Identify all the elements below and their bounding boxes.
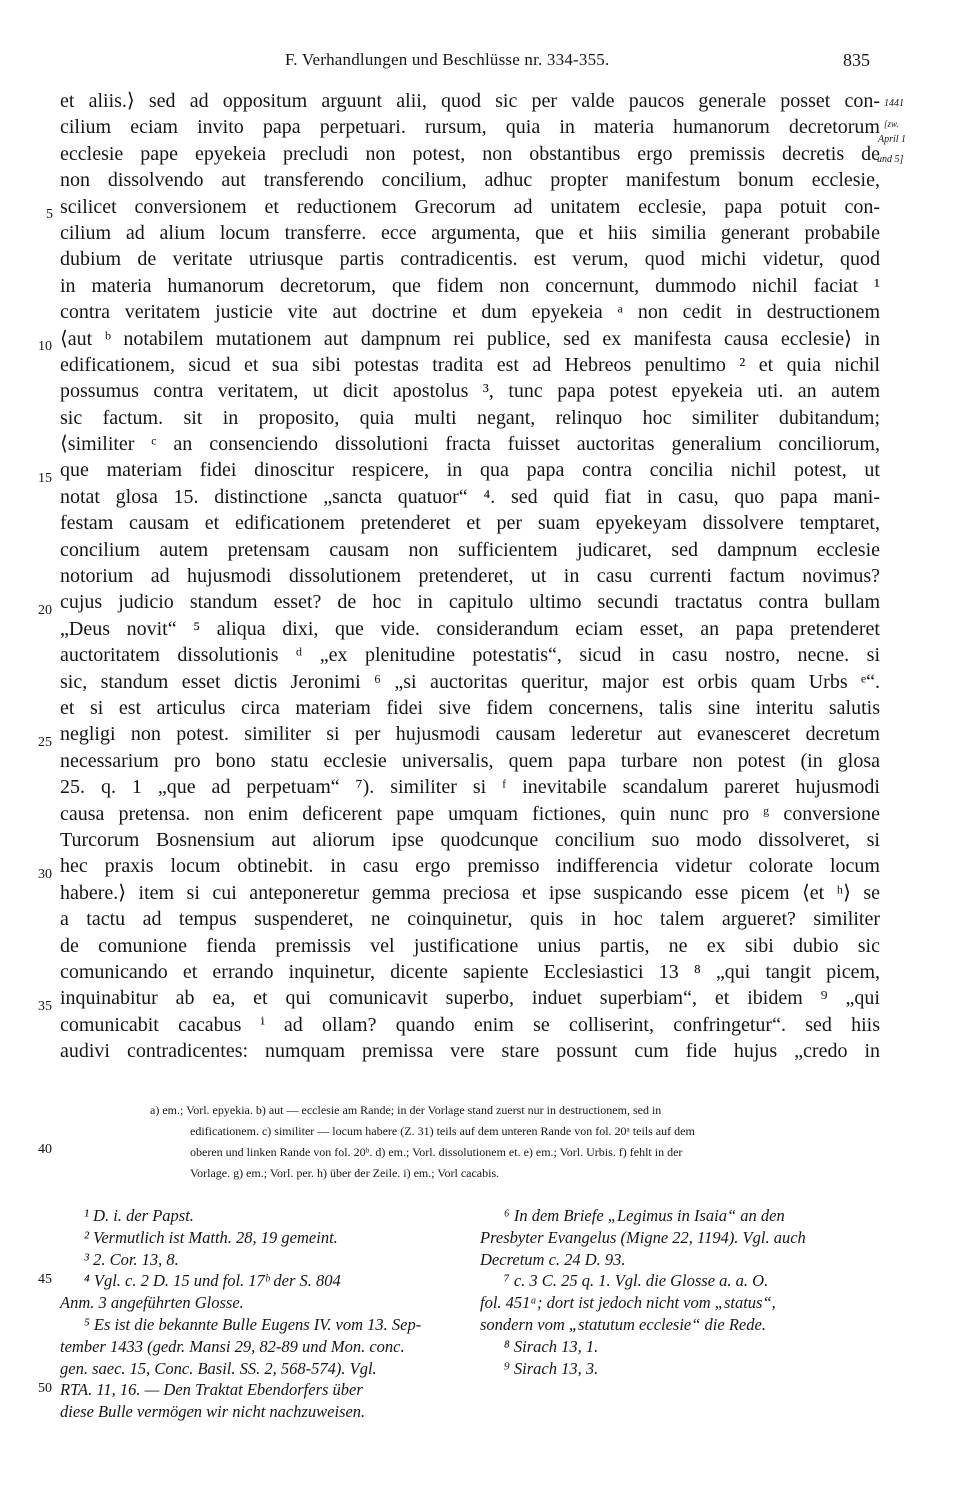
- footnote-7-cont: fol. 451ᵃ; dort ist jedoch nicht vom „status“,: [480, 1293, 776, 1313]
- text-line: in materia humanorum decretorum, que fidem non concernunt, dummodo nichil faciat ¹: [60, 274, 880, 297]
- text-line: sic, standum esset dictis Jeronimi ⁶ „si auctoritas queritur, major est orbis quam Urbs ᵉ“.: [60, 670, 880, 693]
- text-line: edificationem, sicud et sua sibi potestas tradita est ad Hebreos penultimo ² et quia nichil: [60, 353, 880, 376]
- text-line: audivi contradicentes: numquam premissa vere stare possunt cum fide hujus „credo in: [60, 1040, 880, 1063]
- footnote-8: ⁸ Sirach 13, 1.: [504, 1336, 599, 1356]
- text-line: cujus judicio standum esset? de hoc in capitulo ultimo secundi tractatus contra bullam: [60, 591, 880, 614]
- text-line: 25. q. 1 „que ad perpetuam“ ⁷). similiter si ᶠ inevitabile scandalum pareret hujusmodi: [60, 776, 880, 799]
- margin-note-approx: [zw.: [884, 119, 899, 129]
- footnote-6-cont: Presbyter Evangelus (Migne 22, 1194). Vgl. auch: [480, 1227, 806, 1247]
- margin-note-year: 1441: [884, 98, 904, 109]
- line-number: 45: [38, 1272, 52, 1287]
- footnote-7-cont: sondern vom „statutum ecclesie“ die Rede.: [480, 1314, 766, 1334]
- text-line: festam causam et edificationem pretenderet et per suam epyekeyam dissolvere temptaret,: [60, 512, 880, 535]
- line-number: 15: [38, 471, 52, 486]
- line-number: 5: [46, 207, 53, 222]
- text-line: „Deus novit“ ⁵ aliqua dixi, que vide. considerandum eciam esset, an papa pretenderet: [60, 617, 880, 640]
- line-number: 30: [38, 867, 52, 882]
- text-line: contra veritatem justicie vite aut doctrine et dum epyekeia ᵃ non cedit in destructionem: [60, 301, 880, 324]
- text-line: Turcorum Bosnensium aut aliorum ipse quodcunque concilium suo modo dissolveret, si: [60, 828, 880, 851]
- apparatus-line: edificationem. c) similiter — locum habere (Z. 31) teils auf dem unteren Rande von fol. 20ᵃ teils auf dem: [190, 1124, 695, 1138]
- line-number: 50: [38, 1381, 52, 1396]
- footnote-5-cont: RTA. 11, 16. — Den Traktat Ebendorfers über: [60, 1380, 363, 1400]
- text-line: de comunione fienda premissis vel justificatione unius partis, ne ex sibi dubio sic: [60, 934, 880, 957]
- footnote-5: ⁵ Es ist die bekannte Bulle Eugens IV. vom 13. Sep-: [84, 1314, 422, 1334]
- text-line: ⟨similiter ᶜ an consenciendo dissolutioni fracta fuisset auctoritas generalium conciliorum,: [60, 433, 880, 456]
- text-line: habere.⟩ item si cui anteponeretur gemma preciosa et ipse suspicando esse picem ⟨et ʰ⟩ se: [60, 881, 880, 904]
- text-line: et si est articulus circa materiam fidei sive fidem concernens, talis sine interitu salutis: [60, 696, 880, 719]
- apparatus-line: Vorlage. g) em.; Vorl. per. h) über der Zeile. i) em.; Vorl cacabis.: [190, 1166, 500, 1180]
- footnote-6-cont: Decretum c. 24 D. 93.: [480, 1249, 626, 1269]
- footnote-3: ³ 2. Cor. 13, 8.: [84, 1249, 179, 1269]
- text-line: que materiam fidei dinoscitur respicere, in qua papa contra concilia nichil potest, ut: [60, 459, 880, 482]
- text-line: causa pretensa. non enim deficerent pape umquam fictiones, quin nunc pro ᵍ conversione: [60, 802, 880, 825]
- text-line: possumus contra veritatem, ut dicit apostolus ³, tunc papa potest epyekeia uti. an autem: [60, 380, 880, 403]
- line-number: 25: [38, 735, 52, 750]
- critical-apparatus: [150, 1100, 885, 1184]
- text-line: et aliis.⟩ sed ad oppositum arguunt alii, quod sic per valde paucos generale posset con-: [60, 90, 880, 112]
- text-line: notat glosa 15. distinctione „sancta quatuor“ ⁴. sed quid fiat in casu, quo papa mani-: [60, 485, 880, 508]
- text-line: dubium de veritate utriusque partis contradicentis. est verum, quod michi videtur, quod: [60, 248, 880, 271]
- line-number: 10: [38, 339, 52, 354]
- apparatus-line: oberen und linken Rande von fol. 20ᵇ. d) em.; Vorl. dissolutionem et. e) em.; Vorl. Urbis. f) fehlt in der: [190, 1145, 683, 1159]
- text-line: a tactu ad tempus suspenderet, ne coinquinetur, quis in hoc talem argueret? similiter: [60, 908, 880, 931]
- text-line: scilicet conversionem et reductionem Grecorum ad unitatem ecclesie, papa potuit con-: [60, 195, 880, 218]
- footnote-5-cont: gen. saec. 15, Conc. Basil. SS. 2, 568-574). Vgl.: [60, 1358, 377, 1378]
- text-line: negligi non potest. similiter si per hujusmodi causam lederetur aut evanesceret decretum: [60, 723, 880, 746]
- text-line: necessarium pro bono statu ecclesie universalis, quem papa turbare non potest (in glosa: [60, 749, 880, 772]
- footnote-2: ² Vermutlich ist Matth. 28, 19 gemeint.: [84, 1227, 338, 1247]
- margin-note-april: April 1: [878, 134, 907, 145]
- text-line: concilium autem pretensam causam non sufficientem judicaret, sed dampnum ecclesie: [60, 538, 880, 561]
- text-line: comunicabit cacabus ⁱ ad ollam? quando enim se colliserint, confringetur“. sed hiis: [60, 1013, 880, 1036]
- footnote-4: ⁴ Vgl. c. 2 D. 15 und fol. 17ᵇ der S. 804: [84, 1271, 341, 1291]
- line-number: 20: [38, 603, 52, 618]
- text-line: sic factum. sit in proposito, quia multi negant, relinquo hoc similiter dubitandum;: [60, 406, 880, 429]
- footnote-5-cont: tember 1433 (gedr. Mansi 29, 82-89 und Mon. conc.: [60, 1336, 405, 1356]
- running-header: F. Verhandlungen und Beschlüsse nr. 334-355.: [285, 50, 610, 69]
- text-line: inquinabitur ab ea, et qui comunicavit superbo, induet superbiam“, et ibidem ⁹ „qui: [60, 987, 880, 1010]
- margin-note-und: und 5]: [877, 154, 904, 165]
- text-line: cilium eciam invito papa perpetuari. rursum, quia in materia humanorum decretorum: [60, 116, 880, 139]
- text-line: ⟨aut ᵇ notabilem mutationem aut dampnum rei publice, sed ex manifesta causa ecclesie⟩ in: [60, 327, 880, 350]
- line-number: 40: [38, 1142, 52, 1157]
- text-line: hec praxis locum obtinebit. in casu ergo premisso indifferencia videtur colorate locum: [60, 855, 880, 878]
- text-line: comunicando et errando inquinetur, dicente sapiente Ecclesiastici 13 ⁸ „qui tangit picem,: [60, 960, 880, 983]
- text-line: notorium ad hujusmodi dissolutionem pretenderet, ut in casu currenti factum novimus?: [60, 565, 880, 588]
- page-number: 835: [843, 50, 870, 70]
- text-line: cilium ad alium locum transferre. ecce argumenta, que et hiis similia generant probabile: [60, 221, 880, 244]
- footnotes-right-column: [480, 1205, 880, 1379]
- footnote-9: ⁹ Sirach 13, 3.: [504, 1358, 599, 1378]
- footnote-1: ¹ D. i. der Papst.: [84, 1206, 194, 1225]
- footnote-6: ⁶ In dem Briefe „Legimus in Isaia“ an den: [504, 1206, 785, 1225]
- text-line: ecclesie pape epyekeia precludi non potest, non obstantibus ergo premissis decretis de: [60, 142, 880, 165]
- footnote-4-cont: Anm. 3 angeführten Glosse.: [60, 1293, 244, 1313]
- apparatus-line: a) em.; Vorl. epyekia. b) aut — ecclesie am Rande; in der Vorlage stand zuerst nur in destructionem, sed in: [150, 1103, 662, 1117]
- main-text: [60, 88, 880, 1064]
- footnote-7: ⁷ c. 3 C. 25 q. 1. Vgl. die Glosse a. a. O.: [504, 1271, 769, 1291]
- text-line: non dissolvendo aut transferendo concilium, adhuc propter manifestum bonum ecclesie,: [60, 169, 880, 192]
- footnote-5-cont: diese Bulle vermögen wir nicht nachzuweisen.: [60, 1402, 366, 1422]
- footnotes-left-column: [60, 1205, 455, 1423]
- line-number: 35: [38, 999, 52, 1014]
- text-line: auctoritatem dissolutionis ᵈ „ex plenitudine potestatis“, sicud in casu nostro, necne. si: [60, 644, 880, 667]
